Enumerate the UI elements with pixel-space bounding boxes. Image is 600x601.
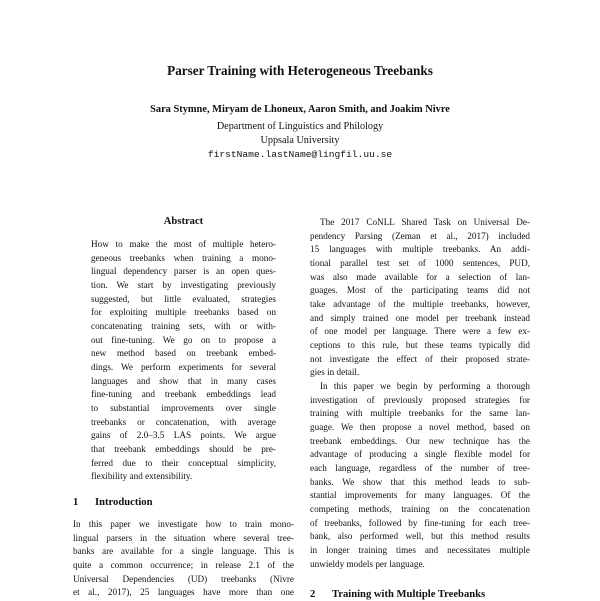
text-line: pendency Parsing (Zeman et al., 2017) included (310, 230, 530, 241)
text-line: languages and show that in many cases (91, 375, 276, 386)
text-line: that treebank embeddings should be pre- (91, 443, 276, 454)
text-line: treebanks or concatenation, with average (91, 416, 276, 427)
text-line: suggested, but little evaluated, strategies (91, 293, 276, 304)
abstract-heading: Abstract (163, 216, 204, 227)
text-line: gains of 2.0–3.5 LAS points. We argue (91, 430, 276, 441)
text-line: in longer training times and necessitates multiple (310, 544, 530, 555)
text-line: training with multiple treebanks for the same lan- (310, 408, 530, 419)
text-line: gies in detail. (310, 367, 360, 378)
text-line: How to make the most of multiple hetero- (91, 239, 276, 249)
author-list: Sara Stymne, Miryam de Lhoneux, Aaron Smith, and Joakim Nivre (150, 104, 450, 115)
text-line: banks. We show that this method leads to sub- (310, 476, 530, 487)
text-line: fine-tuning and treebank embeddings lead (91, 389, 276, 400)
text-line: guage. We then propose a novel method, based on (310, 421, 530, 432)
body-paragraph (310, 380, 530, 571)
text-line: stantial improvements for many languages. Of the (310, 490, 530, 501)
text-line: new method based on treebank embed- (91, 348, 276, 359)
text-line: In this paper we begin by performing a thorough (320, 381, 530, 391)
abstract-body (91, 238, 276, 484)
text-line: to substantial improvements over single (91, 402, 276, 413)
text-line: and simply trained one model per treebank instead (310, 312, 530, 323)
text-line: 15 languages with multiple treebanks. An addi- (310, 244, 530, 255)
text-line: bank, also performed well, but this method results (310, 531, 530, 542)
section-title: Training with Multiple Treebanks (332, 589, 486, 600)
text-line: dings. We perform experiments for several (91, 361, 276, 372)
text-line: each language, regardless of the number of tree- (310, 462, 530, 473)
text-line: lingual dependency parser is an open ques- (91, 266, 276, 277)
text-line: tion. We start by investigating previously (91, 279, 276, 290)
text-line: of treebanks, followed by fine-tuning for each tree- (310, 517, 530, 528)
text-line: advantage of producing a single flexible model for (310, 449, 530, 460)
department: Department of Linguistics and Philology (216, 121, 384, 132)
author-email: firstName.lastName@lingfil.uu.se (207, 149, 393, 160)
text-line: out fine-tuning. We go on to propose a (91, 334, 276, 345)
text-line: lingual parsers in the situation where several tree- (73, 532, 294, 543)
text-line: not investigate the effect of their proposed strate- (310, 353, 530, 364)
introduction-body (73, 518, 294, 600)
section-title: Introduction (95, 497, 153, 508)
university: Uppsala University (260, 135, 340, 146)
text-line: unwieldy models per language. (310, 558, 425, 569)
text-line: treebank embeddings. Our new technique has the (310, 435, 530, 446)
paper-title: Parser Training with Heterogeneous Treebanks (167, 63, 433, 78)
text-line: In this paper we investigate how to train mono- (73, 519, 294, 529)
text-line: concatenating training sets, with or with- (91, 320, 276, 331)
text-line: of one model per language. There were a few ex- (310, 326, 530, 337)
body-paragraph (310, 216, 530, 380)
text-line: flexibility and extensibility. (91, 471, 193, 482)
section-number: 1 (73, 497, 79, 508)
text-line: tional parallel test set of 1000 sentences, PUD, (310, 257, 530, 268)
text-line: et al., 2017), 25 languages have more than one (73, 587, 294, 598)
text-line: was also made available for a selection of lan- (310, 271, 530, 282)
section-heading-training (310, 588, 485, 601)
text-line: take advantage of the multiple treebanks, however, (310, 298, 530, 309)
text-line: ferred due to their conceptual simplicity, (91, 457, 276, 468)
text-line: quite a common occurrence; in release 2.1 of the (73, 559, 294, 570)
section-heading-introduction (73, 496, 153, 509)
text-line: investigation of previously proposed strategies for (310, 394, 530, 405)
text-line: guages. Most of the participating teams did not (310, 285, 530, 296)
text-line: for exploiting multiple treebanks based on (91, 307, 276, 318)
text-line: competing methods, training on the concatenation (310, 503, 530, 514)
text-line: ceptions to this rule, but these teams typically did (310, 339, 530, 350)
section-number: 2 (310, 589, 316, 600)
text-line: geneous treebanks when training a mono- (91, 252, 276, 263)
text-line: banks are available for a single language. This is (73, 546, 294, 557)
text-line: The 2017 CoNLL Shared Task on Universal De- (320, 217, 530, 227)
text-line: Universal Dependencies (UD) treebanks (Nivre (73, 573, 294, 584)
